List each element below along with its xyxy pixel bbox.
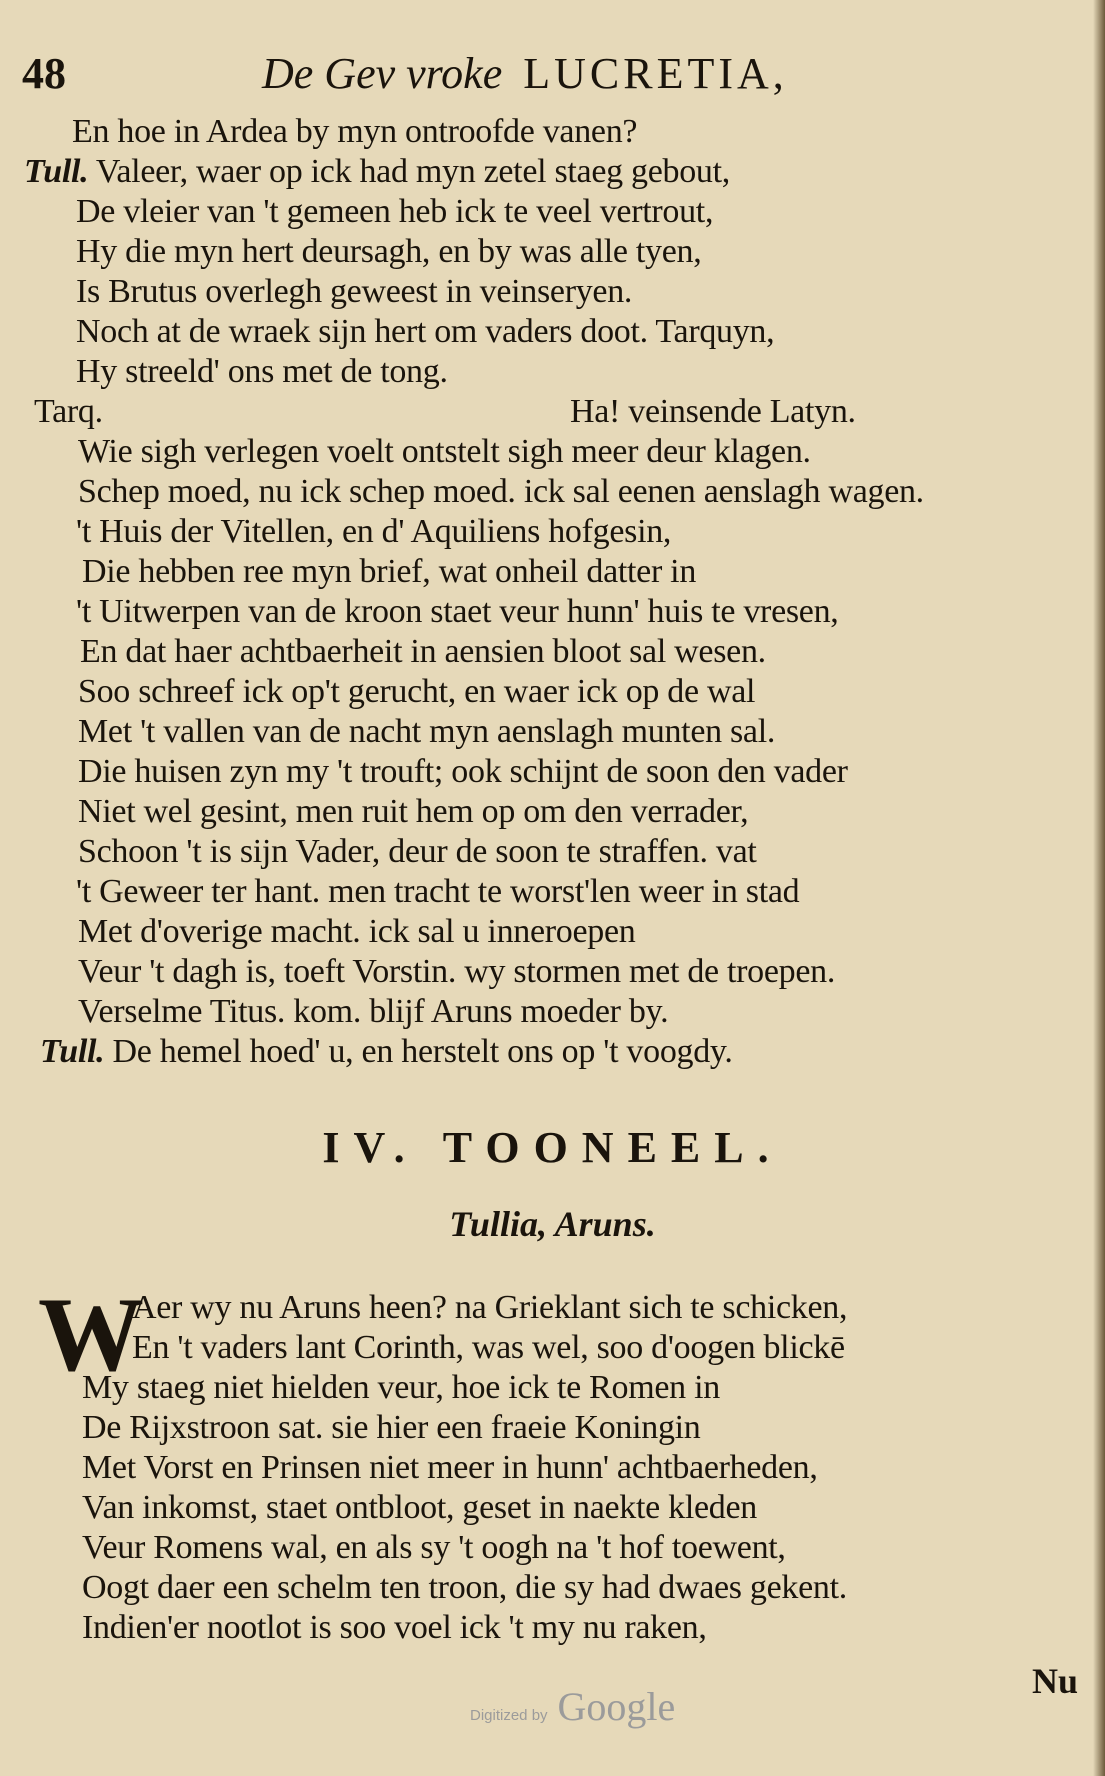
verse-line: Indien'er nootlot is soo voel ick 't my nu raken, xyxy=(82,1609,707,1646)
verse-line: Tull. Valeer, waer op ick had myn zetel staeg gebout, xyxy=(24,153,730,190)
verse-line: Hy die myn hert deursagh, en by was alle tyen, xyxy=(76,233,702,270)
speaker-label: Tarq. xyxy=(34,393,103,430)
verse-line: Schep moed, nu ick schep moed. ick sal eenen aenslagh wagen. xyxy=(78,473,924,510)
verse-line: Noch at de wraek sijn hert om vaders doot. Tarquyn, xyxy=(76,313,775,350)
verse-line: Hy streeld' ons met de tong. xyxy=(76,353,448,390)
verse-line: Veur 't dagh is, toeft Vorstin. wy stormen met de troepen. xyxy=(78,953,836,990)
verse-line: En 't vaders lant Corinth, was wel, soo d'oogen blickē xyxy=(132,1329,845,1366)
verse-line: En dat haer achtbaerheit in aensien bloot sal wesen. xyxy=(80,633,766,670)
page-number: 48 xyxy=(22,49,66,98)
drop-cap: W xyxy=(38,1276,144,1393)
digitized-watermark xyxy=(470,1683,675,1730)
verse-line: De vleier van 't gemeen heb ick te veel vertrout, xyxy=(76,193,714,230)
verse-line: Veur Romens wal, en als sy 't oogh na 't hof toewent, xyxy=(82,1529,786,1566)
verse-line: Is Brutus overlegh geweest in veinseryen. xyxy=(76,273,633,310)
verse-line: Ha! veinsende Latyn. xyxy=(570,393,856,430)
verse-line: Verselme Titus. kom. blijf Aruns moeder by. xyxy=(78,993,669,1030)
verse-line: My staeg niet hielden veur, hoe ick te Romen in xyxy=(82,1369,720,1406)
google-logo: Google xyxy=(557,1684,676,1729)
verse-line: Oogt daer een schelm ten troon, die sy had dwaes gekent. xyxy=(82,1569,847,1606)
verse-line: Niet wel gesint, men ruit hem op om den verrader, xyxy=(78,793,749,830)
running-header xyxy=(22,48,1082,108)
verse-line: De Rijxstroon sat. sie hier een fraeie Koningin xyxy=(82,1409,701,1446)
verse-line: En hoe in Ardea by myn ontroofde vanen? xyxy=(72,113,638,150)
verse-line: Die hebben ree myn brief, wat onheil datter in xyxy=(82,553,697,590)
verse-line: Schoon 't is sijn Vader, deur de soon te straffen. vat xyxy=(78,833,757,870)
running-title-caps: LUCRETIA, xyxy=(523,49,788,98)
speaker-label: Tull. xyxy=(40,1033,105,1070)
verse-line: Wie sigh verlegen voelt ontstelt sigh meer deur klagen. xyxy=(78,433,811,470)
verse-line: 't Geweer ter hant. men tracht te worst'len weer in stad xyxy=(76,873,800,910)
running-title xyxy=(262,48,788,99)
verse-line: 't Uitwerpen van de kroon staet veur hunn' huis te vresen, xyxy=(76,593,839,630)
watermark-prefix: Digitized by xyxy=(470,1707,548,1724)
verse-line: Met d'overige macht. ick sal u inneroepen xyxy=(78,913,636,950)
verse-line: Met 't vallen van de nacht myn aenslagh munten sal. xyxy=(78,713,776,750)
speaker-label: Tull. xyxy=(24,153,89,190)
catchword: Nu xyxy=(1032,1661,1079,1701)
verse-line: Tull. De hemel hoed' u, en herstelt ons op 't voogdy. xyxy=(40,1033,733,1070)
verse-line: Van inkomst, staet ontbloot, geset in naekte kleden xyxy=(82,1489,757,1526)
verse-line: Met Vorst en Prinsen niet meer in hunn' achtbaerheden, xyxy=(82,1449,818,1486)
verse-line: Die huisen zyn my 't trouft; ook schijnt de soon den vader xyxy=(78,753,848,790)
verse-line: Soo schreef ick op't gerucht, en waer ick op de wal xyxy=(78,673,756,710)
scene-heading: IV. TOONEEL. xyxy=(322,1123,783,1172)
scene-characters: Tullia, Aruns. xyxy=(449,1204,656,1244)
page-gutter-shadow xyxy=(1093,0,1105,1776)
verse-line: Aer wy nu Aruns heen? na Grieklant sich te schicken, xyxy=(132,1289,848,1326)
running-title-italic: De Gev vroke xyxy=(262,49,503,98)
verse-line: 't Huis der Vitellen, en d' Aquiliens hofgesin, xyxy=(76,513,672,550)
